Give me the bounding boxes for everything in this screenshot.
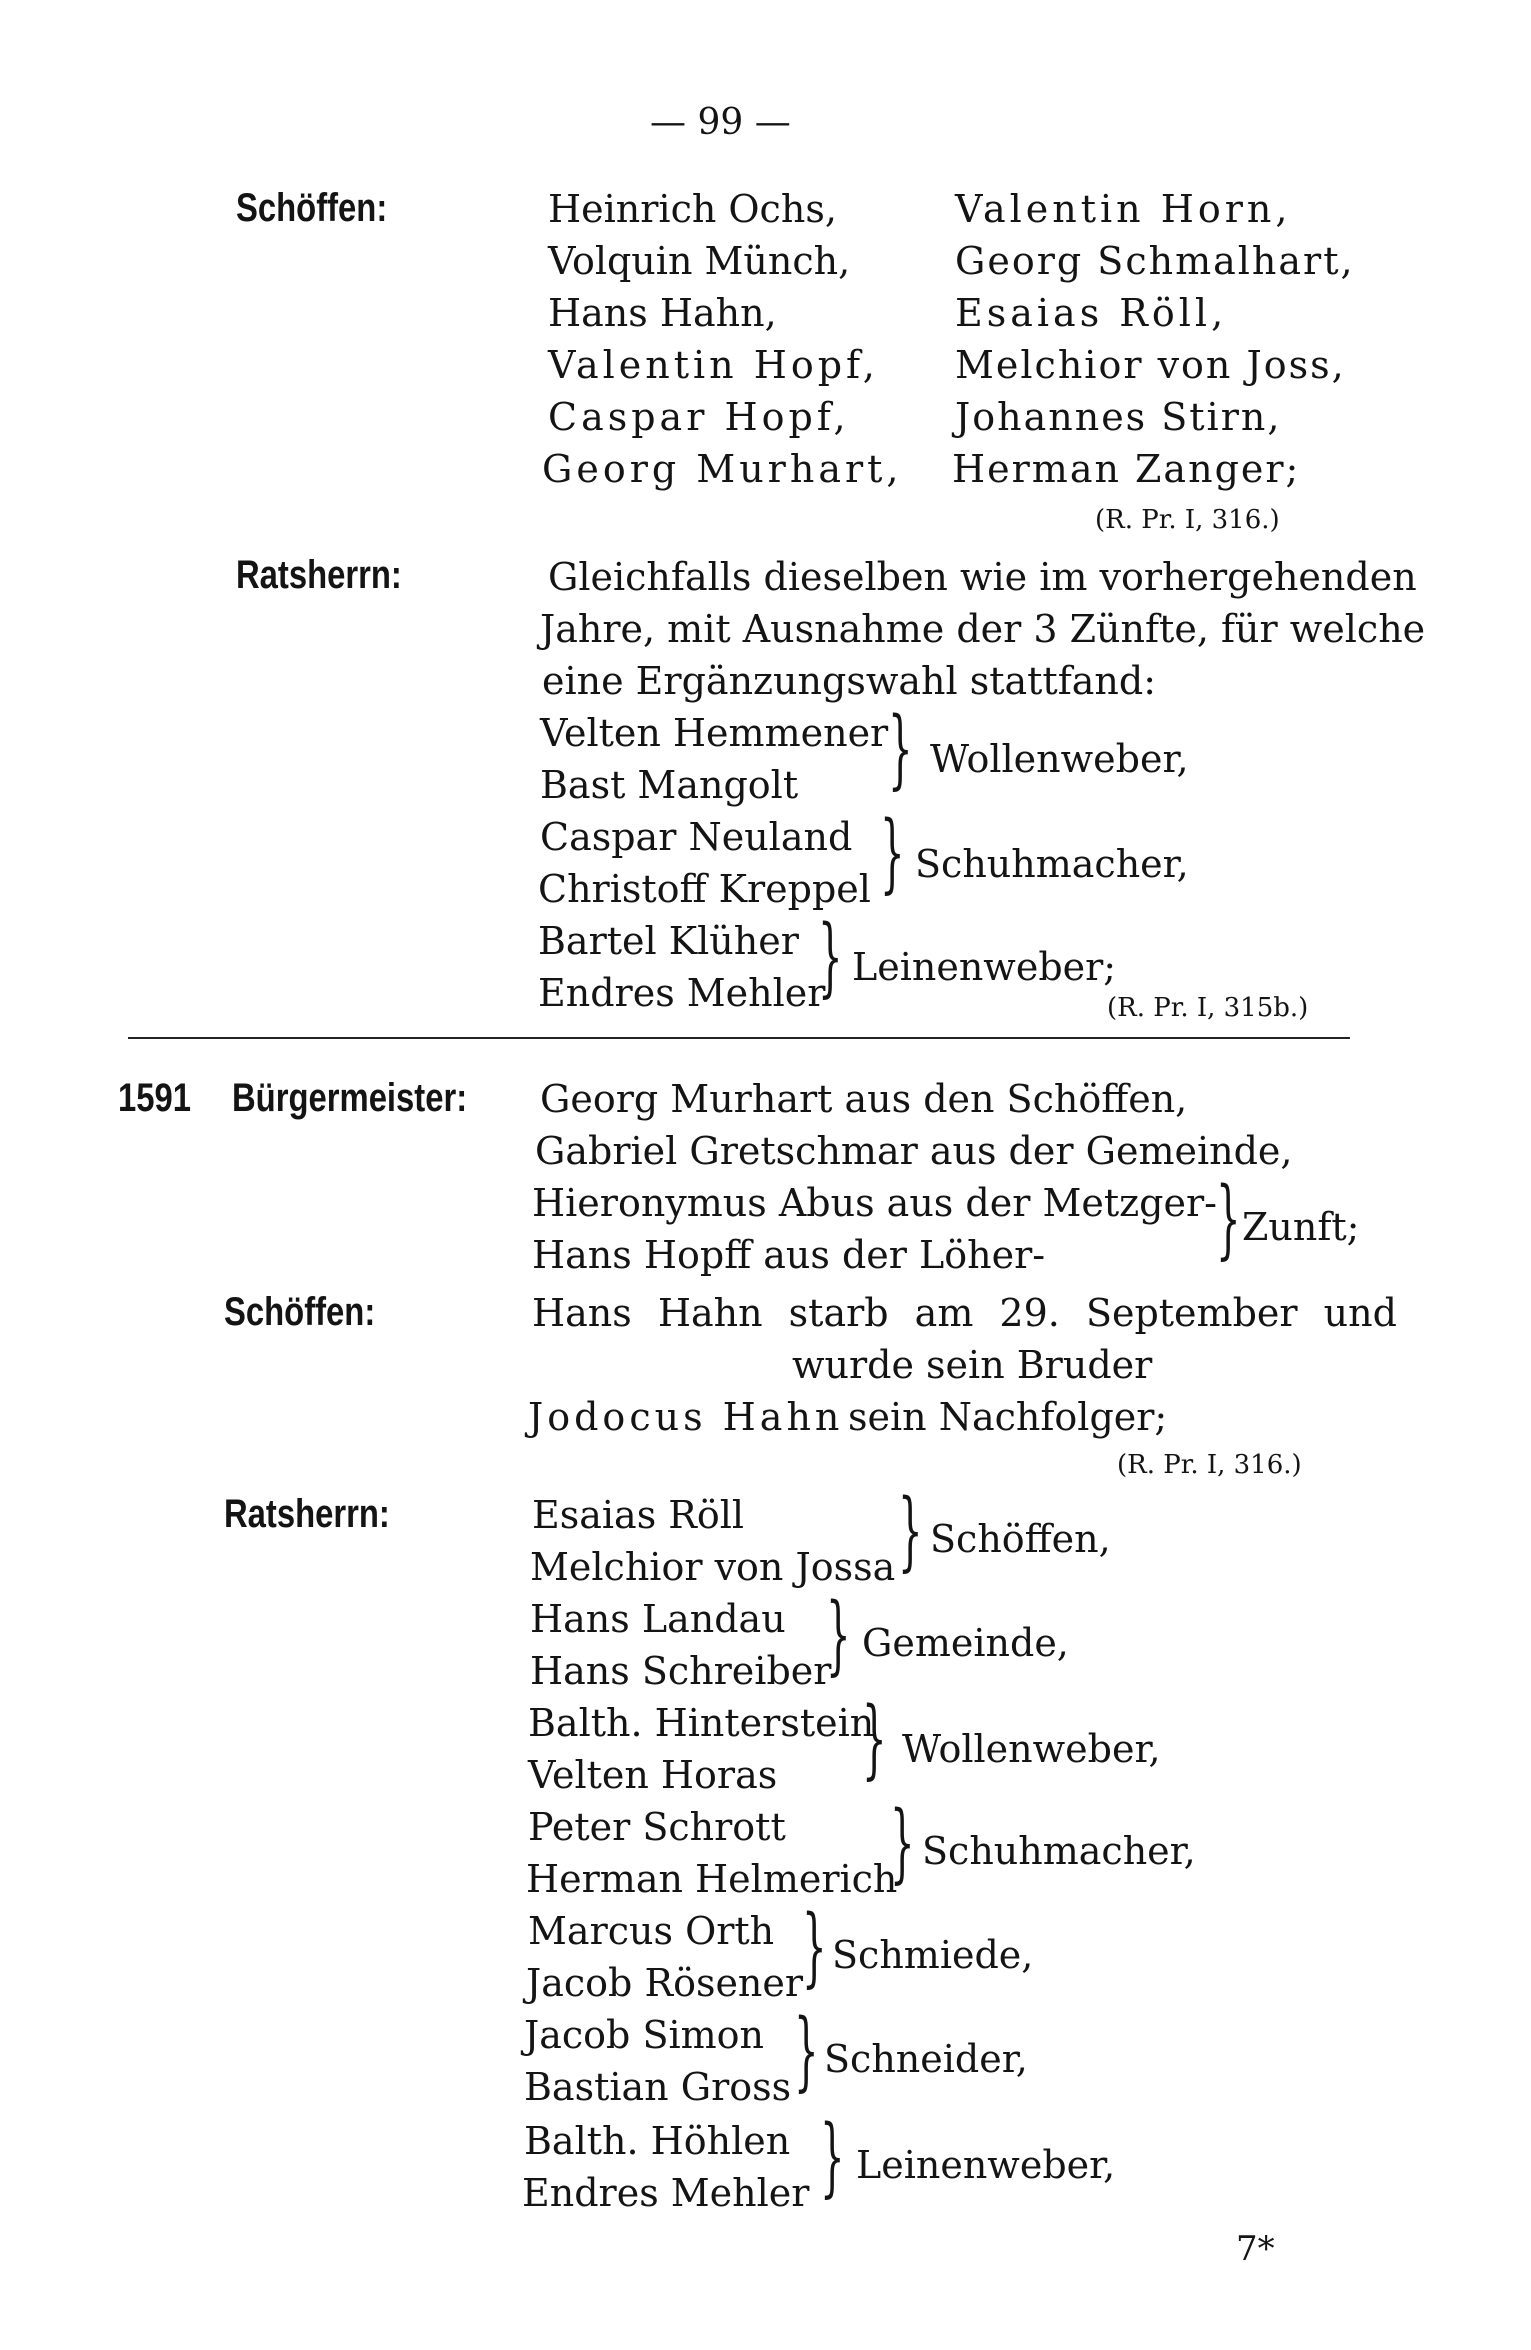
councillor-name: Bastian Gross — [524, 2065, 792, 2109]
brace: } — [826, 1585, 851, 1685]
signature-mark: 7* — [1236, 2229, 1275, 2269]
buergermeister-label: Bürgermeister: — [232, 1076, 468, 1120]
councillor-name: Bast Mangolt — [540, 763, 799, 807]
schoeffen-note: Hans Hahn starb am 29. September und — [532, 1291, 1397, 1335]
ratsherrn-text: Gleichfalls dieselben wie im vorhergehenden — [548, 555, 1417, 599]
brace: } — [862, 1689, 887, 1789]
guild-label: Schneider, — [824, 2037, 1028, 2081]
reference-note: (R. Pr. I, 315b.) — [1107, 993, 1309, 1023]
councillor-name: Hans Schreiber — [530, 1649, 832, 1693]
schoeffen-name: Esaias Röll, — [955, 291, 1228, 335]
councillor-name: Peter Schrott — [528, 1805, 786, 1849]
brace: } — [898, 1481, 923, 1581]
guild-label: Gemeinde, — [862, 1621, 1069, 1665]
schoeffen-name: Melchior von Joss, — [955, 343, 1346, 387]
councillor-name: Bartel Klüher — [538, 919, 799, 963]
reference-note: (R. Pr. I, 316.) — [1095, 505, 1280, 535]
schoeffen-name: Valentin Horn, — [955, 187, 1292, 231]
councillor-name: Balth. Höhlen — [524, 2119, 791, 2163]
schoeffen-name: Caspar Hopf, — [548, 395, 850, 439]
guild-label: Schöffen, — [930, 1517, 1111, 1561]
guild-label: Schuhmacher, — [915, 842, 1189, 886]
councillor-name: Christoff Kreppel — [538, 867, 871, 911]
schoeffen-name: Georg Murhart, — [542, 447, 903, 491]
brace: } — [818, 907, 843, 1007]
buergermeister-line: Hieronymus Abus aus der Metzger- — [532, 1181, 1217, 1225]
brace: } — [802, 1897, 827, 1997]
councillor-name: Jacob Simon — [524, 2013, 765, 2057]
ratsherrn-label-2: Ratsherrn: — [224, 1492, 390, 1536]
buergermeister-line: Georg Murhart aus den Schöffen, — [540, 1077, 1188, 1121]
schoeffen-name: Hans Hahn, — [548, 291, 777, 335]
brace: } — [820, 2107, 845, 2207]
brace: } — [880, 803, 905, 903]
councillor-name: Velten Hemmener — [540, 711, 889, 755]
councillor-name: Endres Mehler — [522, 2171, 810, 2215]
guild-label: Schuhmacher, — [922, 1829, 1196, 1873]
brace: } — [794, 2001, 819, 2101]
guild-label: Schmiede, — [832, 1933, 1034, 1977]
councillor-name: Balth. Hinterstein — [528, 1701, 875, 1745]
schoeffen-label-1: Schöffen: — [236, 186, 388, 230]
schoeffen-name: Herman Zanger; — [952, 447, 1301, 491]
councillor-name: Jacob Rösener — [526, 1961, 804, 2005]
schoeffen-name: Valentin Hopf, — [548, 343, 879, 387]
schoeffen-name: Heinrich Ochs, — [548, 187, 837, 231]
brace: } — [888, 699, 913, 799]
councillor-name: Velten Horas — [528, 1753, 778, 1797]
schoeffen-name: Johannes Stirn, — [955, 395, 1282, 439]
councillor-name: Esaias Röll — [532, 1493, 745, 1537]
schoeffen-name: Volquin Münch, — [548, 239, 851, 283]
buergermeister-line: Hans Hopff aus der Löher- — [532, 1233, 1046, 1277]
year-label: 1591 — [118, 1076, 191, 1120]
schoeffen-successor: Jodocus Hahn — [528, 1395, 844, 1439]
buergermeister-line: Gabriel Gretschmar aus der Gemeinde, — [535, 1129, 1293, 1173]
schoeffen-note: wurde sein Bruder — [792, 1343, 1153, 1387]
councillor-name: Melchior von Jossa — [530, 1545, 896, 1589]
councillor-name: Caspar Neuland — [540, 815, 853, 859]
guild-label: Leinenweber, — [856, 2143, 1116, 2187]
councillor-name: Marcus Orth — [528, 1909, 775, 1953]
schoeffen-name: Georg Schmalhart, — [955, 239, 1355, 283]
brace: } — [1216, 1169, 1241, 1269]
section-divider — [128, 1037, 1350, 1039]
schoeffen-successor-rest: sein Nachfolger; — [848, 1395, 1168, 1439]
guild-label: Zunft; — [1242, 1205, 1360, 1249]
councillor-name: Endres Mehler — [538, 971, 826, 1015]
ratsherrn-label-1: Ratsherrn: — [236, 553, 402, 597]
councillor-name: Hans Landau — [530, 1597, 786, 1641]
ratsherrn-text: eine Ergänzungswahl stattfand: — [542, 659, 1157, 703]
schoeffen-label-2: Schöffen: — [224, 1290, 376, 1334]
guild-label: Wollenweber, — [902, 1727, 1161, 1771]
guild-label: Leinenweber; — [852, 945, 1117, 989]
councillor-name: Herman Helmerich — [526, 1857, 898, 1901]
reference-note: (R. Pr. I, 316.) — [1117, 1450, 1302, 1480]
brace: } — [890, 1793, 915, 1893]
ratsherrn-text: Jahre, mit Ausnahme der 3 Zünfte, für welche — [540, 607, 1426, 651]
page-number: — 99 — — [650, 102, 791, 143]
guild-label: Wollenweber, — [930, 737, 1189, 781]
